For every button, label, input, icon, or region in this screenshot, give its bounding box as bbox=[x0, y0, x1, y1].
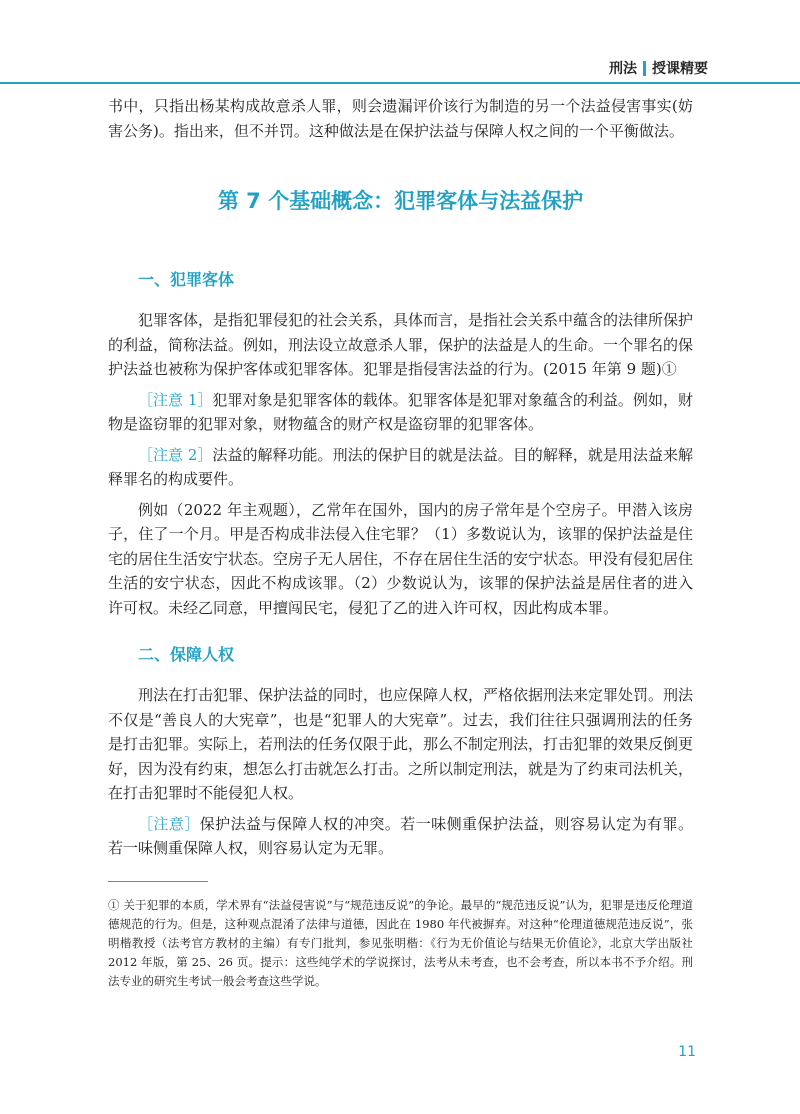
intro-paragraph: 书中，只指出杨某构成故意杀人罪，则会遗漏评价该行为制造的另一个法益侵害事实(妨害公务)。指出来，但不并罚。这种做法是在保护法益与保障人权之间的一个平衡做法。 bbox=[108, 97, 693, 140]
note-1 bbox=[108, 388, 693, 437]
section2-title: 二、保障人权 bbox=[138, 645, 235, 664]
note-2-text: 法益的解释功能。刑法的保护目的就是法益。目的解释，就是用法益来解释罪名的构成要件。 bbox=[108, 445, 693, 488]
note-1-label: ［注意 1］ bbox=[138, 390, 213, 409]
note-2-label: ［注意 2］ bbox=[138, 445, 213, 464]
header-book: 刑法 bbox=[609, 61, 637, 77]
header-rule bbox=[0, 82, 800, 84]
header-separator bbox=[643, 61, 646, 76]
footnote-rule bbox=[108, 881, 208, 882]
section2-note bbox=[108, 812, 693, 861]
header-section: 授课精要 bbox=[652, 61, 708, 77]
note-1-text: 犯罪对象是犯罪客体的载体。犯罪客体是犯罪对象蕴含的利益。例如，财物是盗窃罪的犯罪对象，财物蕴含的财产权是盗窃罪的犯罪客体。 bbox=[108, 390, 693, 433]
section2-paragraph: 刑法在打击犯罪、保护法益的同时，也应保障人权，严格依据刑法来定罪处罚。刑法不仅是“善良人的大宪章”，也是“犯罪人的大宪章”。过去，我们往往只强调刑法的任务是打击犯罪。实际上，若刑法的任务仅限于此，那么不制定刑法，打击犯罪的效果反倒更好，因为没有约束，想怎么打击就怎么打击。之所以制定刑法，就是为了约束司法机关，在打击犯罪时不能侵犯人权。 bbox=[108, 686, 694, 802]
section1-title: 一、犯罪客体 bbox=[138, 270, 235, 289]
section1-paragraph: 犯罪客体，是指犯罪侵犯的社会关系，具体而言，是指社会关系中蕴含的法律所保护的利益，简称法益。例如，刑法设立故意杀人罪，保护的法益是人的生命。一个罪名的保护法益也被称为保护客体或犯罪客体。犯罪是指侵害法益的行为。(2015 年第 9 题)① bbox=[108, 311, 694, 378]
chapter-title: 第 7 个基础概念：犯罪客体与法益保护 bbox=[217, 189, 584, 213]
running-header bbox=[609, 58, 708, 78]
page-number: 11 bbox=[678, 1044, 696, 1060]
footnote: ① 关于犯罪的本质，学术界有“法益侵害说”与“规范违反说”的争论。最早的“规范违反说”认为，犯罪是违反伦理道德规范的行为。但是，这种观点混淆了法律与道德，因此在 1980 年代被摒弃。对这种“伦理道德规范违反说”，张明楷教授（法考官方教材的主编）有专门批判，参见张明楷：《行为无价值论与结果无价值论》，北京大学出版社 2012 年版，第 25、26 页。提示：这些纯学术的学说探讨，法考从未考查，也不会考查，所以本书不予介绍。刑法专业的研究生考试一般会考查这些学说。 bbox=[108, 897, 693, 988]
note-2 bbox=[108, 443, 693, 492]
section2-note-label: ［注意］ bbox=[138, 814, 200, 833]
example-paragraph: 例如（2022 年主观题），乙常年在国外，国内的房子常年是个空房子。甲潜入该房子，住了一个月。甲是否构成非法侵入住宅罪？（1）多数说认为，该罪的保护法益是住宅的居住生活安宁状态。空房子无人居住，不存在居住生活的安宁状态。甲没有侵犯居住生活的安宁状态，因此不构成该罪。（2）少数说认为，该罪的保护法益是居住者的进入许可权。未经乙同意，甲擅闯民宅，侵犯了乙的进入许可权，因此构成本罪。 bbox=[108, 500, 694, 617]
page-content bbox=[108, 94, 693, 991]
section2-note-text: 保护法益与保障人权的冲突。若一味侧重保护法益，则容易认定为有罪。若一味侧重保障人权，则容易认定为无罪。 bbox=[108, 814, 693, 857]
